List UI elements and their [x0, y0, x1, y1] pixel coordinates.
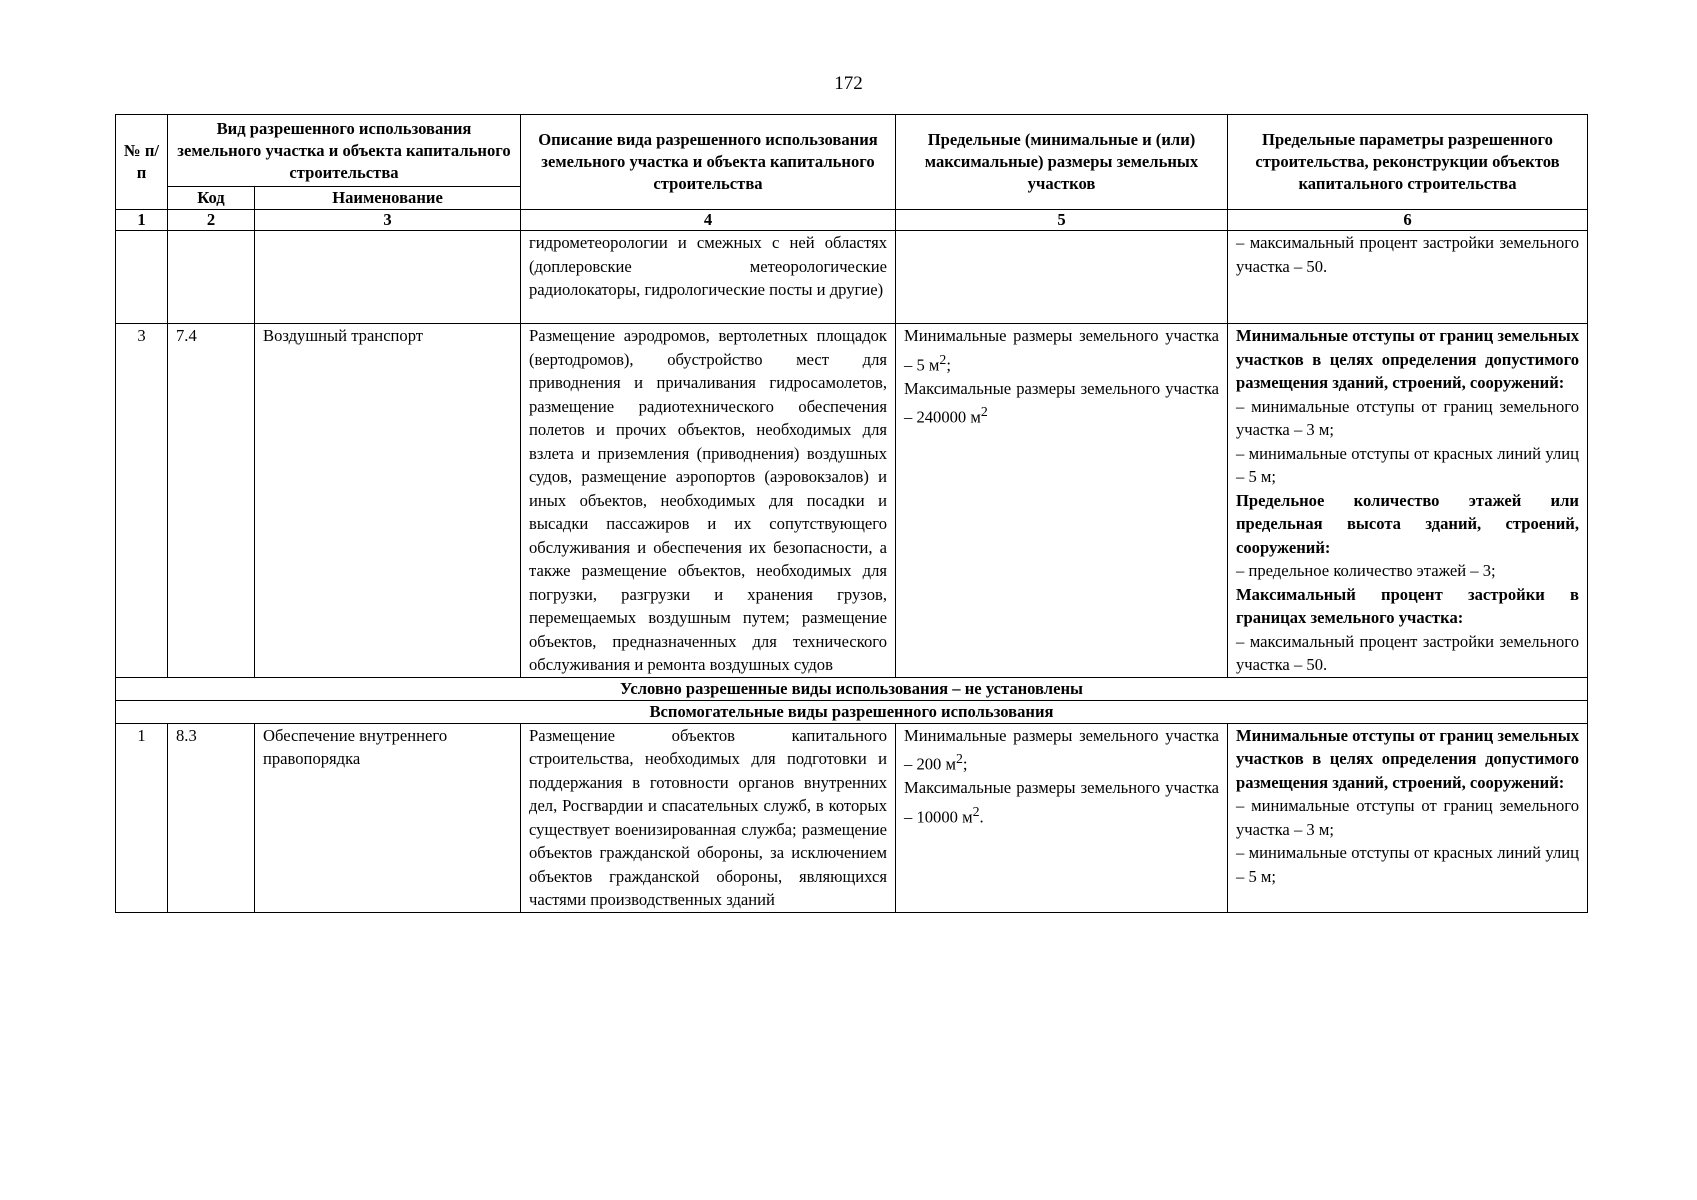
row-sizes [896, 324, 1228, 678]
header-use-type-group: Вид разрешенного использования земельного участка и объекта капитального строительства [168, 115, 521, 187]
row-sizes [896, 723, 1228, 912]
table-row [116, 324, 1588, 678]
row-code [168, 231, 255, 324]
size-line: Максимальные размеры земельного участка – 10000 $м^2$. [904, 778, 1219, 827]
param-line: – максимальный процент застройки земельного участка – 50. [1236, 631, 1579, 674]
param-heading: Минимальные отступы от границ земельных участков в целях определения допустимого размещения зданий, строений, сооружений: [1236, 725, 1579, 792]
row-name: Воздушный транспорт [255, 324, 521, 678]
param-line: – максимальный процент застройки земельного участка – 50. [1236, 233, 1579, 276]
size-line: Максимальные размеры земельного участка – 240000 $м^2$ [904, 378, 1219, 427]
header-description: Описание вида разрешенного использования земельного участка и объекта капитального строительства [521, 115, 896, 210]
row-params [1228, 324, 1588, 678]
section-auxiliary-heading: Вспомогательные виды разрешенного использования [116, 700, 1588, 723]
column-number: 5 [896, 210, 1228, 231]
param-heading: Максимальный процент застройки в границах земельного участка: [1236, 584, 1579, 627]
size-line: Минимальные размеры земельного участка – 200 $м^2$; [904, 725, 1219, 774]
row-number: 1 [116, 723, 168, 912]
param-line: – минимальные отступы от красных линий улиц – 5 м; [1236, 843, 1579, 886]
column-number: 4 [521, 210, 896, 231]
row-description: Размещение объектов капитального строительства, необходимых для подготовки и поддержания в готовности органов внутренних дел, Росгвардии и спасательных служб, в которых существует военизированная служба; размещение объектов гражданской обороны, за исключением объектов гражданской обороны, являющихся частями производственных зданий [521, 723, 896, 912]
header-plot-sizes: Предельные (минимальные и (или) максимальные) размеры земельных участков [896, 115, 1228, 210]
header-code: Код [168, 187, 255, 210]
size-line: Минимальные размеры земельного участка – 5 $м^2$; [904, 326, 1219, 375]
table-row [116, 231, 1588, 324]
header-col-number: № п/п [116, 115, 168, 210]
row-sizes [896, 231, 1228, 324]
column-number: 6 [1228, 210, 1588, 231]
param-line: – минимальные отступы от границ земельного участка – 3 м; [1236, 396, 1579, 439]
row-params [1228, 231, 1588, 324]
row-description: Размещение аэродромов, вертолетных площадок (вертодромов), обустройство мест для приводнения и причаливания гидросамолетов, размещение радиотехнического обеспечения полетов и прочих объектов, необходимых для взлета и приземления (приводнения) воздушных судов, размещение аэропортов (аэровокзалов) и иных объектов, необходимых для посадки и высадки пассажиров и их сопутствующего обслуживания и обеспечения их безопасности, а также размещение объектов, необходимых для погрузки, разгрузки и хранения грузов, перемещаемых воздушным путем; размещение объектов, предназначенных для технического обслуживания и ремонта воздушных судов [521, 324, 896, 678]
header-construction-params: Предельные параметры разрешенного строительства, реконструкции объектов капитального строительства [1228, 115, 1588, 210]
row-number: 3 [116, 324, 168, 678]
header-name: Наименование [255, 187, 521, 210]
row-name: Обеспечение внутреннего правопорядка [255, 723, 521, 912]
row-name [255, 231, 521, 324]
row-code: 7.4 [168, 324, 255, 678]
param-heading: Минимальные отступы от границ земельных участков в целях определения допустимого размещения зданий, строений, сооружений: [1236, 326, 1579, 392]
column-number: 1 [116, 210, 168, 231]
param-line: – минимальные отступы от красных линий улиц – 5 м; [1236, 443, 1579, 486]
column-number: 3 [255, 210, 521, 231]
page-number: 172 [834, 73, 863, 94]
land-use-table [115, 114, 1588, 913]
column-number: 2 [168, 210, 255, 231]
param-line: – минимальные отступы от границ земельного участка – 3 м; [1236, 796, 1579, 839]
row-number [116, 231, 168, 324]
row-description: гидрометеорологии и смежных с ней областях (доплеровские метеорологические радиолокаторы, гидрологические посты и другие) [521, 231, 896, 324]
row-code: 8.3 [168, 723, 255, 912]
param-heading: Предельное количество этажей или предельная высота зданий, строений, сооружений: [1236, 490, 1579, 557]
param-line: – предельное количество этажей – 3; [1236, 561, 1496, 580]
table-row [116, 723, 1588, 912]
section-conditional-heading: Условно разрешенные виды использования – не установлены [116, 677, 1588, 700]
row-params [1228, 723, 1588, 912]
